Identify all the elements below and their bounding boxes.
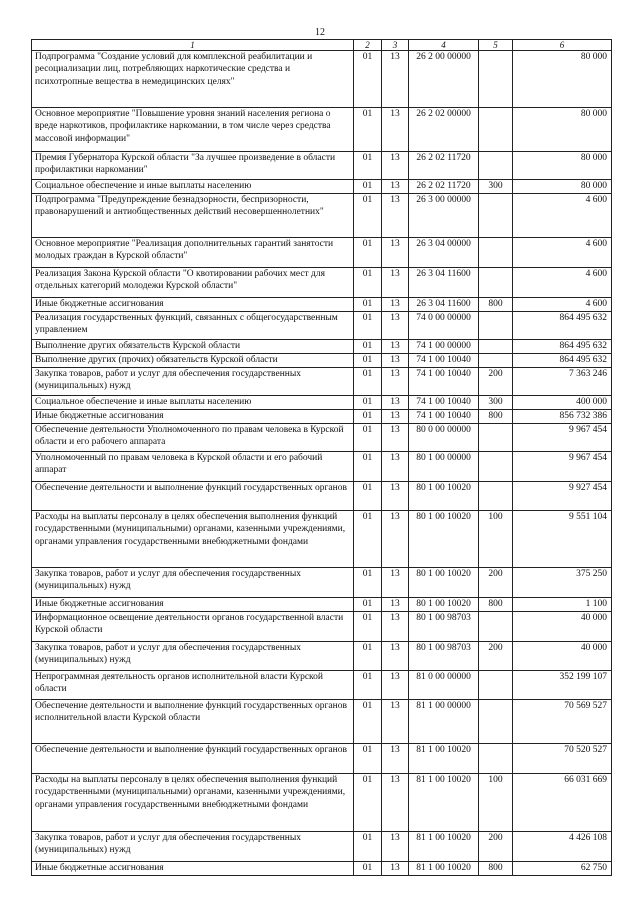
target-article-code: 81 0 00 00000 [409, 671, 479, 700]
table-row [32, 452, 612, 482]
table-row [32, 108, 612, 152]
expense-type-code [479, 744, 513, 774]
row-amount: 1 100 [513, 598, 612, 612]
section-code: 01 [354, 410, 382, 424]
target-article-code: 81 1 00 10020 [409, 862, 479, 876]
expense-type-code [479, 238, 513, 268]
row-amount: 9 551 104 [513, 511, 612, 568]
expense-type-code [479, 108, 513, 152]
row-amount: 70 569 527 [513, 700, 612, 744]
column-number: 2 [354, 40, 382, 51]
row-name: Закупка товаров, работ и услуг для обеспечения государственных (муниципальных) нужд [32, 568, 354, 598]
expense-type-code: 800 [479, 410, 513, 424]
section-code: 01 [354, 700, 382, 744]
table-row [32, 642, 612, 671]
target-article-code: 81 1 00 00000 [409, 700, 479, 744]
column-number: 3 [382, 40, 409, 51]
section-code: 01 [354, 832, 382, 862]
table-row [32, 298, 612, 312]
row-name: Социальное обеспечение и иные выплаты населению [32, 396, 354, 410]
row-name: Обеспечение деятельности и выполнение функций государственных органов исполнительной власти Курской области [32, 700, 354, 744]
expense-type-code: 800 [479, 598, 513, 612]
subsection-code: 13 [382, 340, 409, 354]
section-code: 01 [354, 568, 382, 598]
row-amount: 4 600 [513, 238, 612, 268]
column-number: 6 [513, 40, 612, 51]
target-article-code: 81 1 00 10020 [409, 832, 479, 862]
expense-type-code: 800 [479, 862, 513, 876]
row-amount: 7 363 246 [513, 368, 612, 396]
subsection-code: 13 [382, 598, 409, 612]
subsection-code: 13 [382, 612, 409, 642]
table-row [32, 424, 612, 452]
section-code: 01 [354, 268, 382, 298]
section-code: 01 [354, 671, 382, 700]
row-amount: 80 000 [513, 108, 612, 152]
subsection-code: 13 [382, 152, 409, 180]
row-amount: 4 600 [513, 194, 612, 238]
row-amount: 4 426 108 [513, 832, 612, 862]
table-row [32, 832, 612, 862]
row-amount: 80 000 [513, 152, 612, 180]
row-name: Социальное обеспечение и иные выплаты населению [32, 180, 354, 194]
subsection-code: 13 [382, 354, 409, 368]
row-name: Обеспечение деятельности и выполнение функций государственных органов [32, 744, 354, 774]
section-code: 01 [354, 298, 382, 312]
subsection-code: 13 [382, 410, 409, 424]
section-code: 01 [354, 396, 382, 410]
table-row [32, 568, 612, 598]
expense-type-code [479, 268, 513, 298]
section-code: 01 [354, 354, 382, 368]
target-article-code: 26 3 04 11600 [409, 268, 479, 298]
section-code: 01 [354, 312, 382, 340]
expense-type-code [479, 424, 513, 452]
target-article-code: 26 3 04 00000 [409, 238, 479, 268]
subsection-code: 13 [382, 108, 409, 152]
row-amount: 80 000 [513, 51, 612, 108]
budget-table [31, 39, 612, 876]
target-article-code: 26 2 02 11720 [409, 152, 479, 180]
row-name: Информационное освещение деятельности органов государственной власти Курской области [32, 612, 354, 642]
expense-type-code [479, 671, 513, 700]
row-name: Основное мероприятие "Повышение уровня знаний населения региона о вреде наркотиков, профилактике наркомании, в том числе через средства массовой информации" [32, 108, 354, 152]
row-amount: 375 250 [513, 568, 612, 598]
subsection-code: 13 [382, 396, 409, 410]
table-row [32, 368, 612, 396]
row-amount: 9 967 454 [513, 424, 612, 452]
section-code: 01 [354, 152, 382, 180]
subsection-code: 13 [382, 832, 409, 862]
section-code: 01 [354, 424, 382, 452]
subsection-code: 13 [382, 482, 409, 511]
row-name: Реализация Закона Курской области "О квотировании рабочих мест для отдельных категорий молодежи Курской области" [32, 268, 354, 298]
expense-type-code: 200 [479, 832, 513, 862]
row-name: Закупка товаров, работ и услуг для обеспечения государственных (муниципальных) нужд [32, 642, 354, 671]
section-code: 01 [354, 862, 382, 876]
table-row [32, 268, 612, 298]
target-article-code: 80 1 00 98703 [409, 612, 479, 642]
row-amount: 70 520 527 [513, 744, 612, 774]
target-article-code: 80 0 00 00000 [409, 424, 479, 452]
row-name: Подпрограмма "Создание условий для комплексной реабилитации и ресоциализации лиц, потребляющих наркотические средства и психотропные вещества в немедицинских целях" [32, 51, 354, 108]
row-name: Непрограммная деятельность органов исполнительной власти Курской области [32, 671, 354, 700]
target-article-code: 26 2 00 00000 [409, 51, 479, 108]
row-amount: 352 199 107 [513, 671, 612, 700]
column-number: 5 [479, 40, 513, 51]
expense-type-code: 800 [479, 298, 513, 312]
row-amount: 864 495 632 [513, 354, 612, 368]
target-article-code: 81 1 00 10020 [409, 744, 479, 774]
row-name: Обеспечение деятельности и выполнение функций государственных органов [32, 482, 354, 511]
expense-type-code [479, 700, 513, 744]
row-amount: 62 750 [513, 862, 612, 876]
section-code: 01 [354, 511, 382, 568]
target-article-code: 26 2 02 00000 [409, 108, 479, 152]
row-name: Расходы на выплаты персоналу в целях обеспечения выполнения функций государственными (муниципальными) органами, казенными учреждениями, органами управления государственными внебюджетными фондами [32, 511, 354, 568]
target-article-code: 80 1 00 98703 [409, 642, 479, 671]
target-article-code: 74 1 00 10040 [409, 410, 479, 424]
section-code: 01 [354, 340, 382, 354]
section-code: 01 [354, 108, 382, 152]
table-row [32, 396, 612, 410]
row-amount: 4 600 [513, 268, 612, 298]
subsection-code: 13 [382, 511, 409, 568]
row-name: Закупка товаров, работ и услуг для обеспечения государственных (муниципальных) нужд [32, 832, 354, 862]
row-amount: 856 732 386 [513, 410, 612, 424]
table-row [32, 354, 612, 368]
expense-type-code [479, 354, 513, 368]
expense-type-code [479, 612, 513, 642]
subsection-code: 13 [382, 862, 409, 876]
target-article-code: 26 2 02 11720 [409, 180, 479, 194]
row-name: Выполнение других обязательств Курской области [32, 340, 354, 354]
target-article-code: 80 1 00 10020 [409, 598, 479, 612]
subsection-code: 13 [382, 368, 409, 396]
row-name: Обеспечение деятельности Уполномоченного по правам человека в Курской области и его рабочего аппарата [32, 424, 354, 452]
subsection-code: 13 [382, 452, 409, 482]
section-code: 01 [354, 51, 382, 108]
expense-type-code: 100 [479, 511, 513, 568]
table-row [32, 51, 612, 108]
subsection-code: 13 [382, 642, 409, 671]
target-article-code: 74 1 00 10040 [409, 354, 479, 368]
row-name: Уполномоченный по правам человека в Курской области и его рабочий аппарат [32, 452, 354, 482]
table-row [32, 774, 612, 832]
table-row [32, 612, 612, 642]
subsection-code: 13 [382, 238, 409, 268]
table-row [32, 238, 612, 268]
expense-type-code: 100 [479, 774, 513, 832]
section-code: 01 [354, 238, 382, 268]
subsection-code: 13 [382, 298, 409, 312]
expense-type-code [479, 340, 513, 354]
subsection-code: 13 [382, 312, 409, 340]
row-name: Иные бюджетные ассигнования [32, 598, 354, 612]
row-amount: 864 495 632 [513, 312, 612, 340]
table-row [32, 152, 612, 180]
table-row [32, 482, 612, 511]
section-code: 01 [354, 194, 382, 238]
expense-type-code [479, 452, 513, 482]
section-code: 01 [354, 452, 382, 482]
expense-type-code: 300 [479, 396, 513, 410]
row-amount: 9 927 454 [513, 482, 612, 511]
subsection-code: 13 [382, 700, 409, 744]
target-article-code: 80 1 00 00000 [409, 452, 479, 482]
row-amount: 400 000 [513, 396, 612, 410]
section-code: 01 [354, 612, 382, 642]
table-row [32, 598, 612, 612]
row-name: Основное мероприятие "Реализация дополнительных гарантий занятости молодых граждан в Курской области" [32, 238, 354, 268]
column-number: 4 [409, 40, 479, 51]
table-row [32, 744, 612, 774]
table-row [32, 862, 612, 876]
subsection-code: 13 [382, 51, 409, 108]
row-name: Закупка товаров, работ и услуг для обеспечения государственных (муниципальных) нужд [32, 368, 354, 396]
expense-type-code [479, 194, 513, 238]
page-number: 12 [315, 27, 325, 38]
section-code: 01 [354, 774, 382, 832]
expense-type-code [479, 312, 513, 340]
subsection-code: 13 [382, 268, 409, 298]
subsection-code: 13 [382, 424, 409, 452]
section-code: 01 [354, 180, 382, 194]
section-code: 01 [354, 482, 382, 511]
expense-type-code [479, 51, 513, 108]
target-article-code: 81 1 00 10020 [409, 774, 479, 832]
table-row [32, 340, 612, 354]
table-row [32, 410, 612, 424]
section-code: 01 [354, 744, 382, 774]
row-name: Иные бюджетные ассигнования [32, 862, 354, 876]
row-name: Премия Губернатора Курской области "За лучшее произведение в области профилактики наркомании" [32, 152, 354, 180]
row-amount: 4 600 [513, 298, 612, 312]
row-name: Иные бюджетные ассигнования [32, 298, 354, 312]
row-amount: 864 495 632 [513, 340, 612, 354]
row-amount: 66 031 669 [513, 774, 612, 832]
section-code: 01 [354, 598, 382, 612]
row-name: Иные бюджетные ассигнования [32, 410, 354, 424]
subsection-code: 13 [382, 194, 409, 238]
subsection-code: 13 [382, 568, 409, 598]
target-article-code: 80 1 00 10020 [409, 511, 479, 568]
column-number-row [32, 40, 612, 51]
expense-type-code: 200 [479, 568, 513, 598]
target-article-code: 74 1 00 00000 [409, 340, 479, 354]
expense-type-code [479, 482, 513, 511]
expense-type-code: 200 [479, 642, 513, 671]
table-row [32, 671, 612, 700]
row-amount: 80 000 [513, 180, 612, 194]
section-code: 01 [354, 642, 382, 671]
row-name: Реализация государственных функций, связанных с общегосударственным управлением [32, 312, 354, 340]
table-row [32, 511, 612, 568]
section-code: 01 [354, 368, 382, 396]
target-article-code: 74 1 00 10040 [409, 368, 479, 396]
subsection-code: 13 [382, 180, 409, 194]
target-article-code: 74 0 00 00000 [409, 312, 479, 340]
subsection-code: 13 [382, 774, 409, 832]
row-name: Выполнение других (прочих) обязательств Курской области [32, 354, 354, 368]
table-row [32, 700, 612, 744]
row-name: Расходы на выплаты персоналу в целях обеспечения выполнения функций государственными (муниципальными) органами, казенными учреждениями, органами управления государственными внебюджетными фондами [32, 774, 354, 832]
target-article-code: 74 1 00 10040 [409, 396, 479, 410]
row-amount: 9 967 454 [513, 452, 612, 482]
column-number: 1 [32, 40, 354, 51]
target-article-code: 80 1 00 10020 [409, 482, 479, 511]
row-name: Подпрограмма "Предупреждение безнадзорности, беспризорности, правонарушений и антиобщественных действий несовершеннолетних" [32, 194, 354, 238]
table-row [32, 194, 612, 238]
subsection-code: 13 [382, 671, 409, 700]
target-article-code: 26 3 00 00000 [409, 194, 479, 238]
expense-type-code [479, 152, 513, 180]
subsection-code: 13 [382, 744, 409, 774]
expense-type-code: 300 [479, 180, 513, 194]
table-row [32, 312, 612, 340]
target-article-code: 80 1 00 10020 [409, 568, 479, 598]
table-row [32, 180, 612, 194]
expense-type-code: 200 [479, 368, 513, 396]
row-amount: 40 000 [513, 612, 612, 642]
row-amount: 40 000 [513, 642, 612, 671]
target-article-code: 26 3 04 11600 [409, 298, 479, 312]
